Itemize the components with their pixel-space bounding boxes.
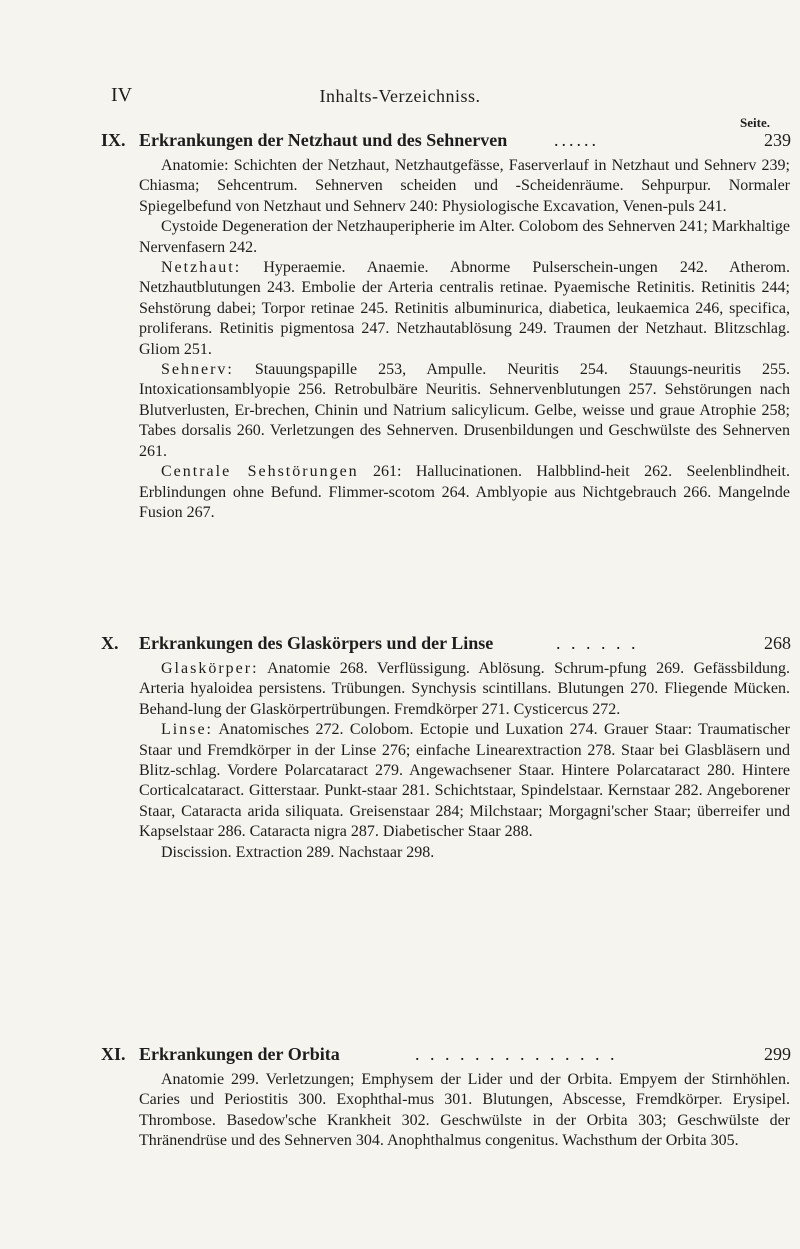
paragraph: [139, 720, 790, 842]
paragraph-lead: Centrale Sehstörungen: [161, 463, 359, 481]
leader-dots: . . . . . .: [556, 633, 639, 653]
paragraph: [139, 156, 790, 217]
chapter-heading: [101, 130, 791, 152]
paragraph: [139, 360, 790, 462]
chapter-page: 268: [764, 633, 791, 653]
paragraph-text: Stauungspapille 253, Ampulle. Neuritis 254. Stauungs-neuritis 255. Intoxicationsamblyopie 256. Retrobulbäre Neuritis. Sehnervenblutungen 257. Sehstörungen nach Blutverlusten, Er-brechen, Chinin und Natrium salicylicum. Gelbe, weisse und graue Atrophie 258; Tabes dorsalis 260. Verletzungen des Sehnerven. Drusenbildungen und Geschwülste des Sehnerven 261.: [139, 361, 790, 460]
chapter-body: [139, 1070, 790, 1152]
paragraph-text: Anatomie 299. Verletzungen; Emphysem der Lider und der Orbita. Empyem der Stirnhöhlen. Caries und Periostitis 300. Exophthal-mus 301. Blutungen, Abscesse, Fremdkörper. Erysipel. Thrombose. Basedow'sche Krankheit 302. Geschwülste in der Orbita 303; Geschwülste der Thränendrüse und des Sehnerven 304. Anophthalmus congenitus. Wachsthum der Orbita 305.: [139, 1071, 790, 1150]
paragraph-text: Cystoide Degeneration der Netzhauperipherie im Alter. Colobom des Sehnerven 241; Markhaltige Nervenfasern 242.: [139, 218, 790, 256]
chapter-page: 299: [764, 1044, 791, 1064]
paragraph: [139, 843, 790, 863]
chapter-body: [139, 659, 790, 863]
chapter-title: Erkrankungen der Netzhaut und des Sehnerven: [139, 130, 508, 150]
paragraph-lead: Sehnerv:: [161, 361, 234, 379]
paragraph-lead: Linse:: [161, 721, 213, 739]
paragraph: [139, 1070, 790, 1152]
paragraph-text: Discission. Extraction 289. Nachstaar 298.: [161, 843, 435, 861]
chapter-heading: [101, 633, 791, 655]
paragraph-lead: Netzhaut:: [161, 259, 242, 277]
paragraph-text: Hyperaemie. Anaemie. Abnorme Pulserschein-ungen 242. Atherom. Netzhautblutungen 243. Embolie der Arteria centralis retinae. Pyaemische Retinitis. Retinitis 244; Sehstörung dabei; Torpor retinae 245. Retinitis albuminurica, diabetica, leukaemica 246, specifica, proliferans. Retinitis pigmentosa 247. Netzhautablösung 249. Traumen der Netzhaut. Blitzschlag. Gliom 251.: [139, 259, 790, 358]
paragraph-lead: Glaskörper:: [161, 660, 259, 677]
chapter-title: Erkrankungen der Orbita: [139, 1044, 340, 1064]
running-title: Inhalts-Verzeichniss.: [319, 86, 481, 106]
chapter-heading: [101, 1044, 791, 1066]
paragraph-text: Anatomie: Schichten der Netzhaut, Netzhautgefässe, Faserverlauf in Netzhaut und Sehnerv 239; Chiasma; Sehcentrum. Sehnerven scheiden und -Scheidenräume. Sehpurpur. Normaler Spiegelbefund von Netzhaut und Sehnerv 240: Physiologische Excavation, Venen-puls 241.: [139, 157, 790, 215]
chapter-number: X.: [101, 633, 119, 653]
chapter-page: 239: [764, 130, 791, 150]
paragraph: [139, 462, 790, 523]
leader-dots: ......: [554, 130, 599, 150]
paragraph: [139, 217, 790, 258]
page-number: IV: [111, 84, 133, 106]
seite-label: Seite.: [740, 115, 770, 130]
leader-dots: . . . . . . . . . . . . . .: [415, 1044, 618, 1064]
chapter-number: IX.: [101, 130, 126, 150]
paragraph-text: 261: Hallucinationen. Halbblind-heit 262. Seelenblindheit. Erblindungen ohne Befund. Flimmer-scotom 264. Amblyopie aus Nichtgebrauch 266. Mangelnde Fusion 267.: [139, 463, 790, 521]
chapter-body: [139, 156, 790, 523]
paragraph: [139, 258, 790, 360]
running-header: [0, 84, 800, 108]
paragraph: [139, 659, 790, 720]
chapter-title: Erkrankungen des Glaskörpers und der Linse: [139, 633, 494, 653]
paragraph-text: Anatomie 268. Verflüssigung. Ablösung. Schrum-pfung 269. Gefässbildung. Arteria hyaloidea persistens. Trübungen. Synchysis scintillans. Blutungen 270. Fliegende Mücken. Behand-lung der Glaskörpertrübungen. Fremdkörper 271. Cysticercus 272.: [139, 660, 790, 718]
chapter-number: XI.: [101, 1044, 126, 1064]
paragraph-text: Anatomisches 272. Colobom. Ectopie und Luxation 274. Grauer Staar: Traumatischer Staar und Fremdkörper in der Linse 276; einfache Linearextraction 278. Staar bei Glasbläsern und Blitz-schlag. Vordere Polarcataract 279. Angewachsener Staar. Hintere Polarcataract 280. Hintere Corticalcataract. Gitterstaar. Punkt-staar 281. Schichtstaar, Spindelstaar. Kernstaar 282. Angeborener Staar, Cataracta arida siliquata. Greisenstaar 284; Milchstaar; Morgagni'scher Staar; überreifer und Kapselstaar 286. Cataracta nigra 287. Diabetischer Staar 288.: [139, 721, 790, 841]
